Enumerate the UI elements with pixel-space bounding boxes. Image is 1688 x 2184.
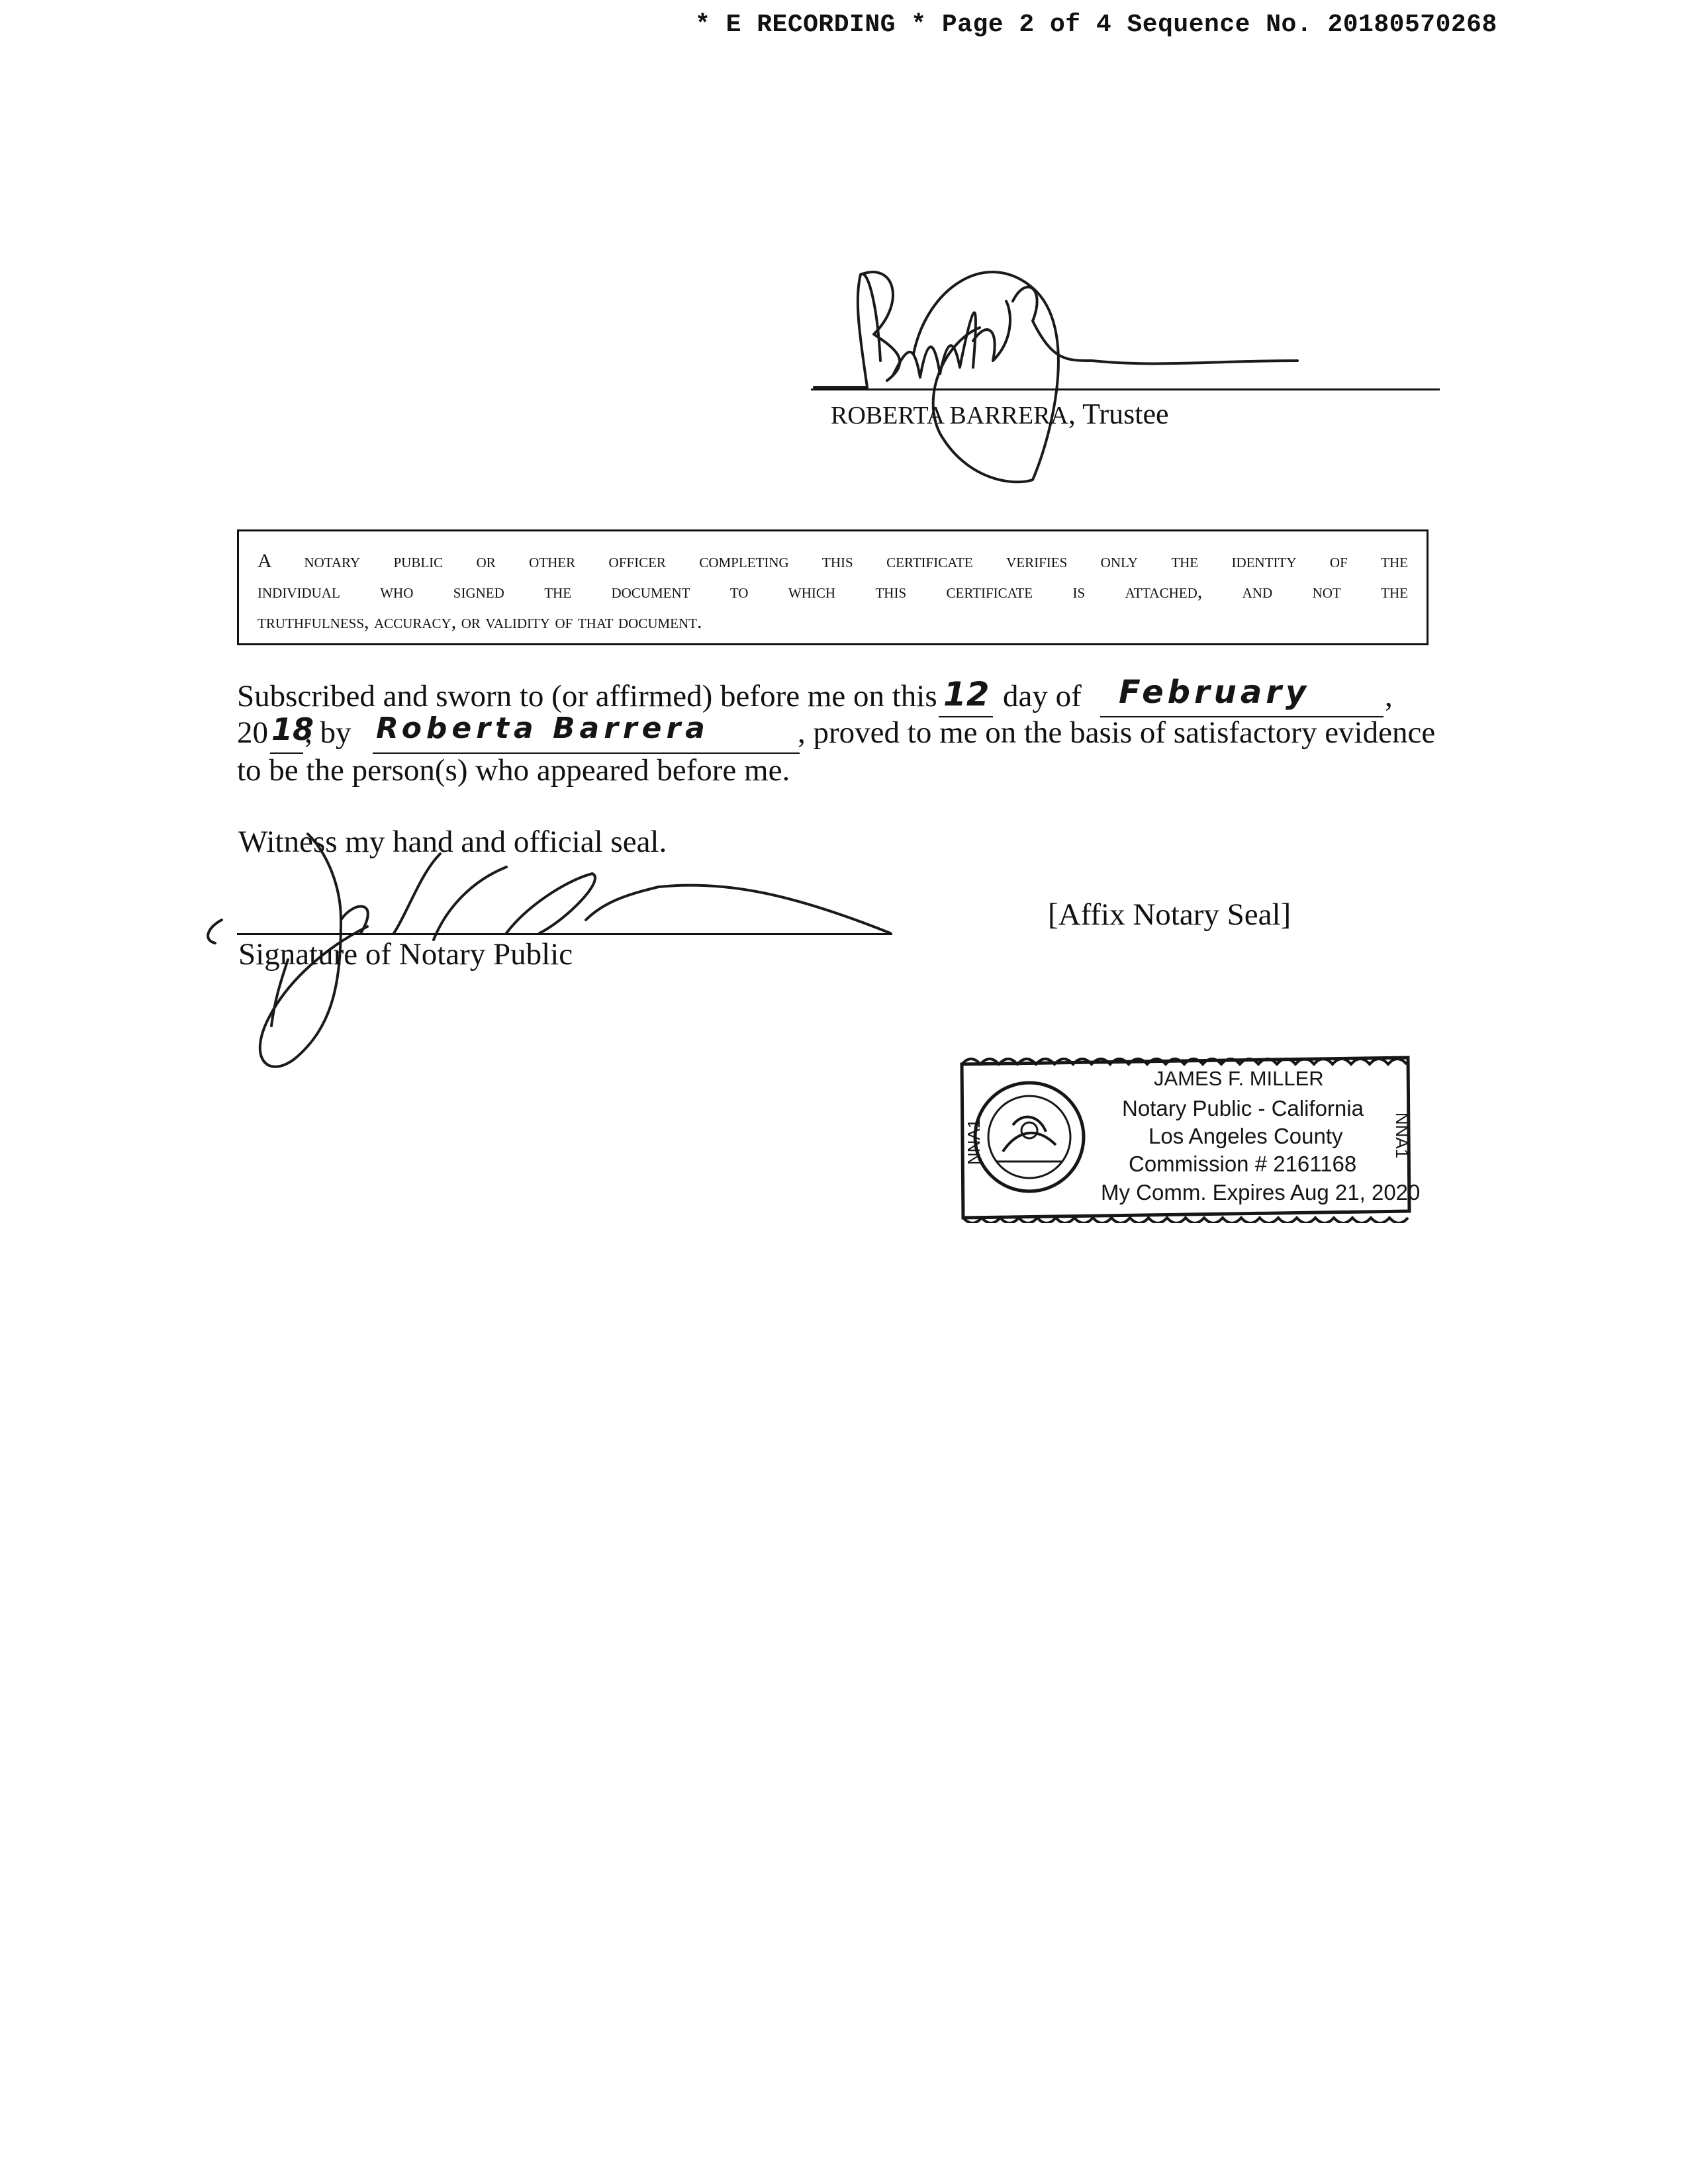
jurat-line-1c: , [1385, 679, 1393, 713]
notice-line-1: A notary public or other officer completing this certificate verifies only the identity of the [258, 550, 1408, 572]
notice-line-3: truthfulness, accuracy, or validity of that document. [258, 611, 702, 633]
notary-notice-box [237, 529, 1429, 645]
notary-notice-text [258, 546, 1408, 637]
state-seal-icon [975, 1083, 1084, 1191]
stamp-notary-name: JAMES F. MILLER [1154, 1067, 1324, 1090]
witness-text: Witness my hand and official seal. [238, 825, 667, 859]
jurat-line-2b: , by [305, 715, 352, 750]
jurat-line-3: to be the person(s) who appeared before me. [237, 753, 790, 788]
notary-signature-label: Signature of Notary Public [238, 937, 573, 972]
name-handwritten: Roberta Barrera [376, 711, 710, 745]
notice-line-2: individual who signed the document to which this certificate is attached, and not the [258, 580, 1408, 602]
jurat-line-2c: , proved to me on the basis of satisfactory evidence [798, 715, 1436, 750]
month-handwritten: February [1119, 674, 1311, 711]
trustee-name: ROBERTA BARRERA [831, 402, 1068, 430]
day-handwritten: 12 [943, 675, 990, 713]
jurat-line-1b: day of [1003, 679, 1082, 713]
stamp-line-5: My Comm. Expires Aug 21, 2020 [1101, 1180, 1421, 1205]
notary-stamp [957, 1052, 1421, 1223]
year-handwritten: 18 [271, 711, 314, 747]
notary-signature-line [237, 933, 892, 935]
recording-header: * E RECORDING * Page 2 of 4 Sequence No. 20180570268 [695, 11, 1497, 39]
affix-seal-label: [Affix Notary Seal] [1048, 897, 1291, 932]
year-prefix: 20 [237, 715, 268, 750]
stamp-side-code-left: NNA1 [964, 1118, 984, 1165]
trustee-signature [814, 261, 1344, 486]
stamp-line-2: Notary Public - California [1122, 1096, 1364, 1120]
stamp-line-3: Los Angeles County [1149, 1124, 1343, 1148]
stamp-line-4: Commission # 2161168 [1129, 1152, 1357, 1176]
stamp-side-code-right: NNA1 [1392, 1112, 1413, 1159]
trustee-title: , Trustee [1068, 398, 1169, 430]
trustee-signature-line [811, 388, 1440, 390]
trustee-name-title [831, 397, 1169, 431]
jurat-line-1a: Subscribed and sworn to (or affirmed) before me on this [237, 679, 937, 713]
